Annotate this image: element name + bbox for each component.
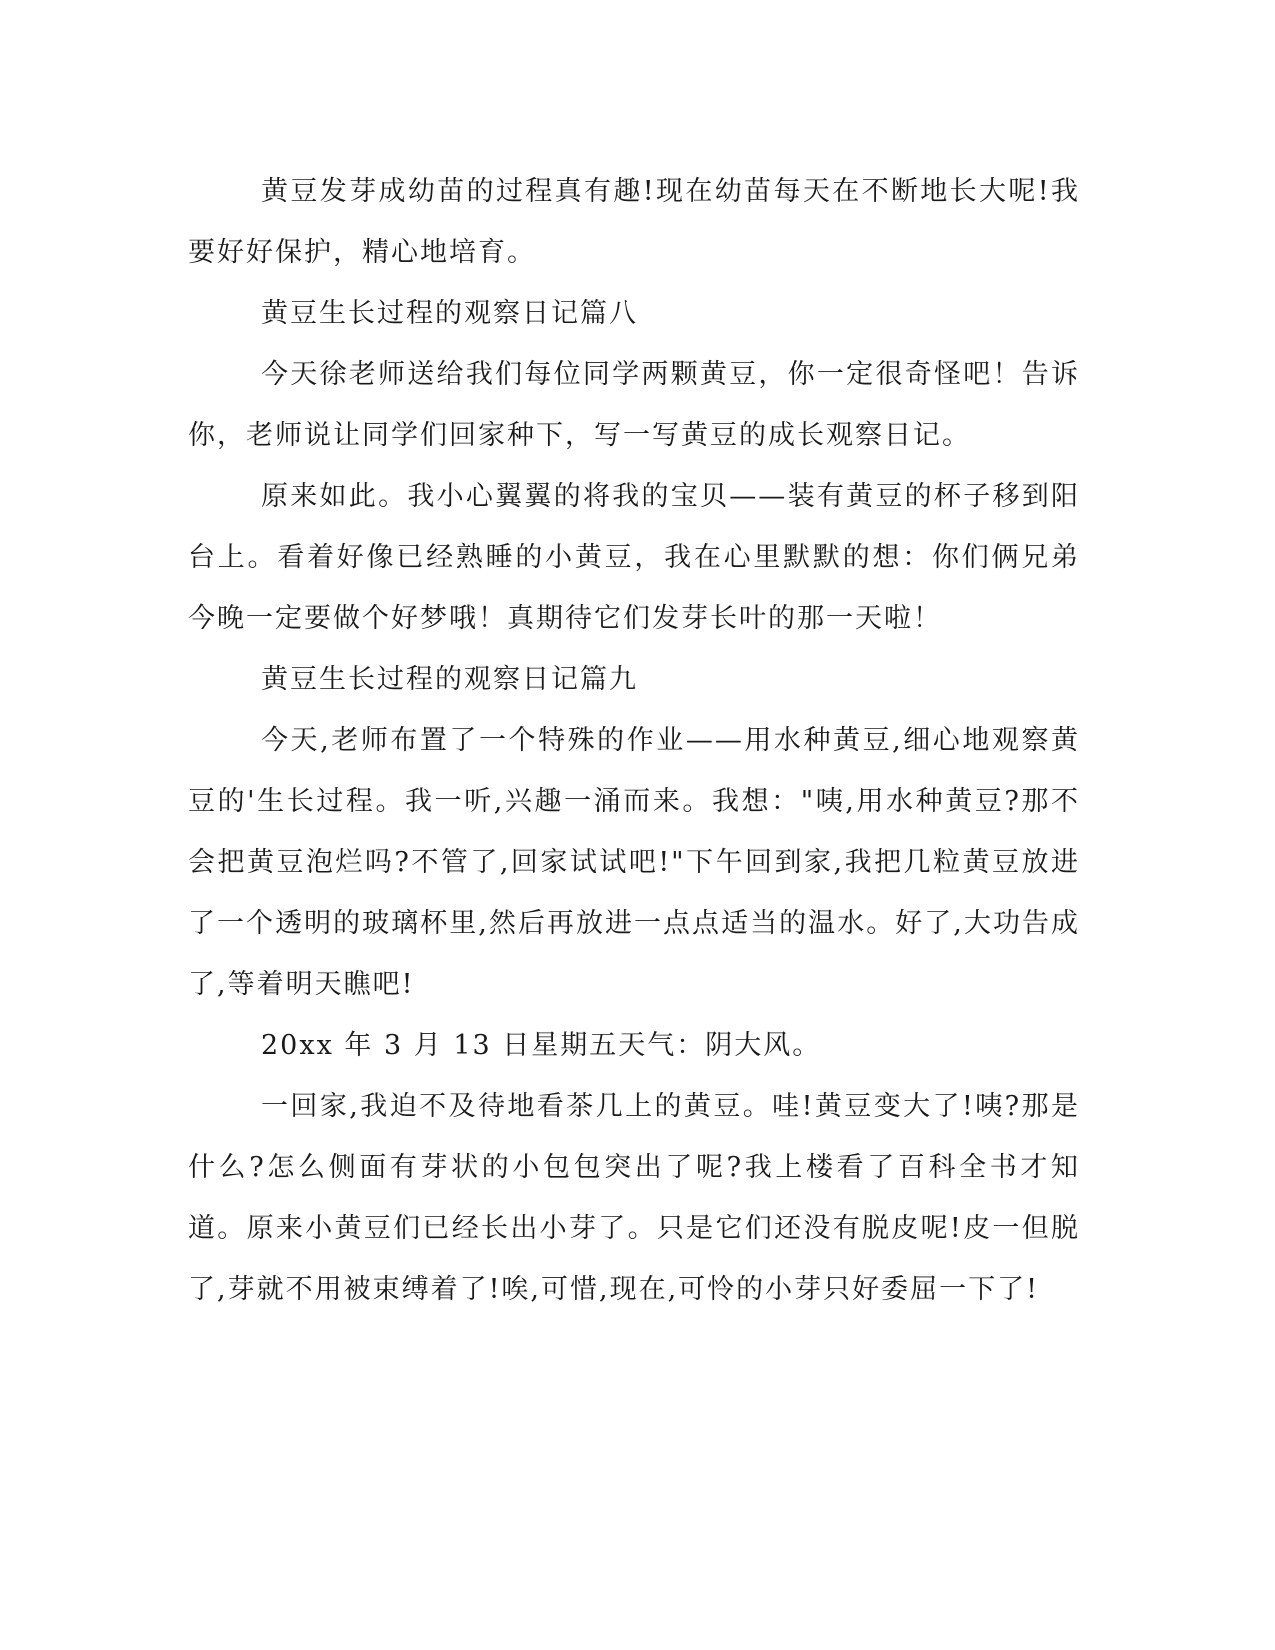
paragraph-balcony-cup: 原来如此。我小心翼翼的将我的宝贝——装有黄豆的杯子移到阳台上。看着好像已经熟睡的小黄豆，我在心里默默的想：你们俩兄弟今晚一定要做个好梦哦！真期待它们发芽长叶的那一天啦！ <box>188 481 1080 634</box>
heading-diary-part-nine: 黄豆生长过程的观察日记篇九 <box>261 664 638 695</box>
heading-diary-part-eight: 黄豆生长过程的观察日记篇八 <box>261 298 638 329</box>
paragraph-seedling-conclusion: 黄豆发芽成幼苗的过程真有趣!现在幼苗每天在不断地长大呢!我要好好保护，精心地培育。 <box>188 176 1080 268</box>
paragraph-sprouts-appear: 一回家,我迫不及待地看茶几上的黄豆。哇!黄豆变大了!咦?那是什么?怎么侧面有芽状的小包包突出了呢?我上楼看了百科全书才知道。原来小黄豆们已经长出小芽了。只是它们还没有脱皮呢!皮一但脱了,芽就不用被束缚着了!唉,可惜,现在,可怜的小芽只好委屈一下了! <box>188 1091 1080 1305</box>
document-body <box>188 161 1080 1320</box>
paragraph-special-homework: 今天,老师布置了一个特殊的作业——用水种黄豆,细心地观察黄豆的'生长过程。我一听,兴趣一涌而来。我想："咦,用水种黄豆?那不会把黄豆泡烂吗?不管了,回家试试吧!"下午回到家,我把几粒黄豆放进了一个透明的玻璃杯里,然后再放进一点点适当的温水。好了,大功告成了,等着明天瞧吧! <box>188 725 1080 1000</box>
paragraph-teacher-gift: 今天徐老师送给我们每位同学两颗黄豆，你一定很奇怪吧！告诉你，老师说让同学们回家种下，写一写黄豆的成长观察日记。 <box>188 359 1080 451</box>
diary-date-line: 20xx 年 3 月 13 日星期五天气：阴大风。 <box>261 1030 822 1061</box>
